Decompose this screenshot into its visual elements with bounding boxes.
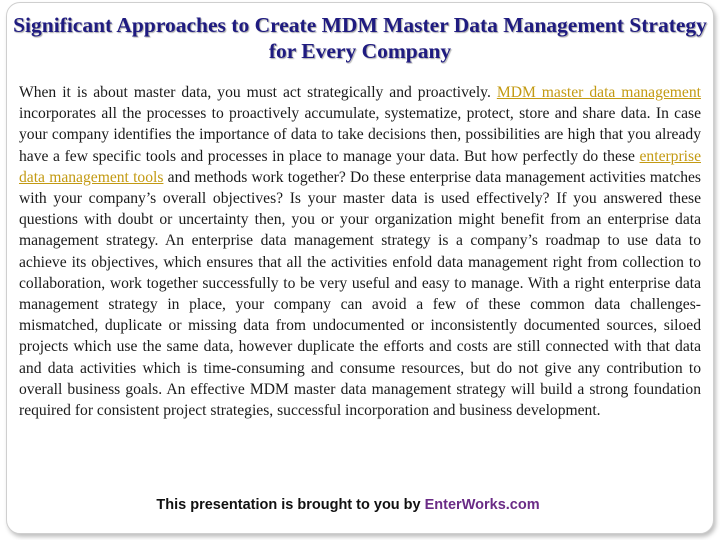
title-line-1: Significant Approaches to Create MDM Master Data Management Strategy xyxy=(13,13,707,37)
footer-credit xyxy=(0,497,696,513)
footer-prefix: This presentation is brought to you by xyxy=(156,497,425,513)
body-text-part-2: incorporates all the processes to proactively accumulate, systematize, protect, store and share data. In case your company identifies the importance of data to take decisions then, possibilities are high that you already have a few specific tools and processes in place to manage your data. But how perfectly do these xyxy=(19,105,701,165)
title-line-2: for Every Company xyxy=(268,39,452,63)
brand-name: EnterWorks.com xyxy=(424,497,540,513)
mdm-link[interactable]: MDM master data management xyxy=(496,84,701,101)
slide-title xyxy=(0,12,720,64)
enterprise-tools-link[interactable]: enterprise data management tools xyxy=(19,147,701,186)
body-text-part-3: and methods work together? Do these enterprise data management activities matches with your company’s overall objectives? Is your master data is used effectively? If you answered these questions with doubt or uncertainty then, you or your organization might benefit from an enterprise data management strategy. An enterprise data management strategy is a company’s roadmap to use data to achieve its objectives, which ensures that all the activities enfold data management right from collection to collaboration, work together successfully to be very useful and easy to manage. With a right enterprise data management strategy in place, your company can avoid a few of these common data challenges- mismatched, duplicate or missing data from undocumented or inconsistently documented sources, siloed projects which use the same data, however duplicate the efforts and costs are still connected with that data and data activities which is time-consuming and consume resources, but do not give any contribution to overall business goals. An effective MDM master data management strategy will build a strong foundation required for consistent project strategies, successful incorporation and business development. xyxy=(19,168,701,420)
body-paragraph xyxy=(19,82,701,421)
body-text-part-1: When it is about master data, you must act strategically and proactively. xyxy=(19,84,497,101)
